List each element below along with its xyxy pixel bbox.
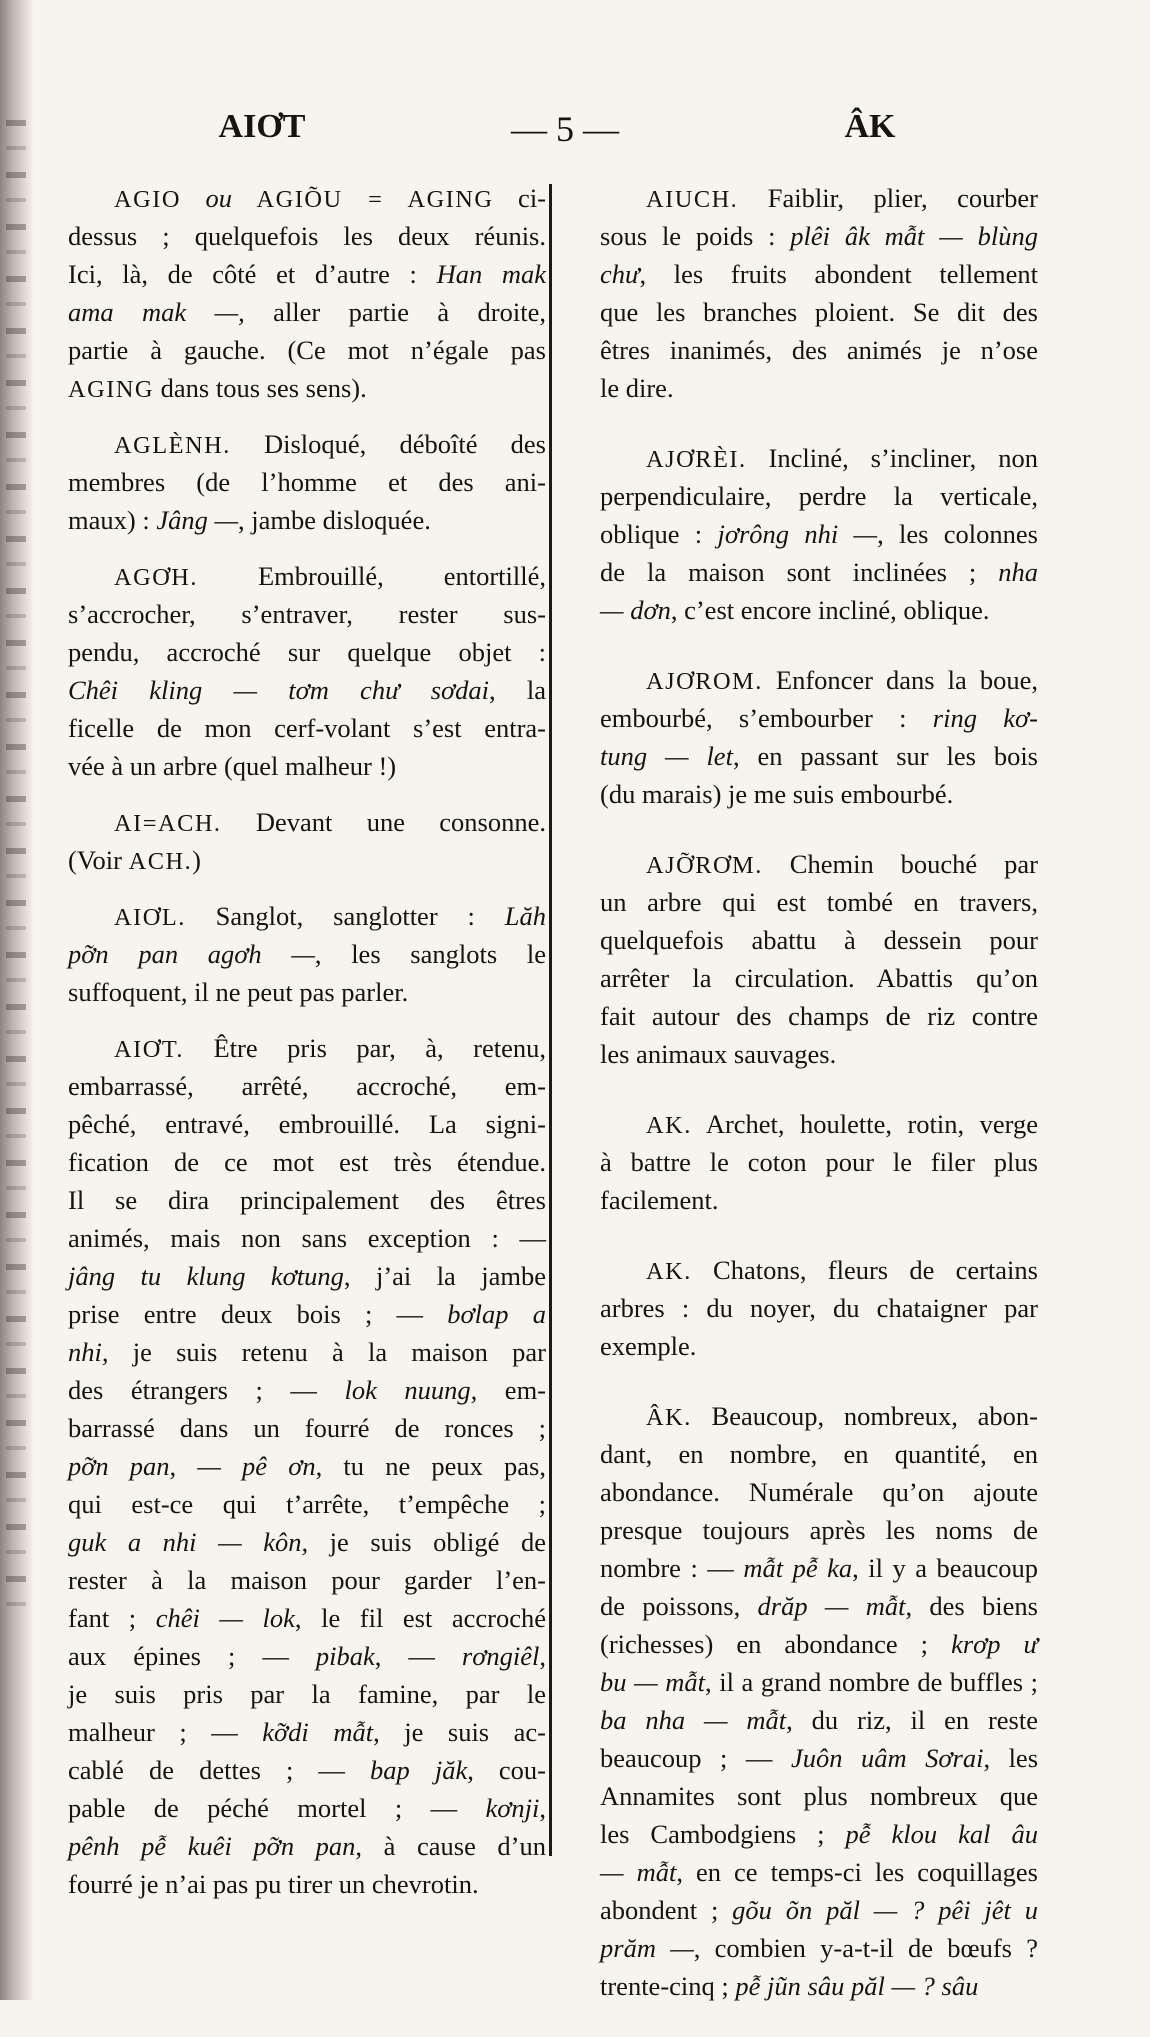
text-line [600, 1587, 1038, 1625]
text-line [600, 737, 1038, 775]
definition-text: trente-cinq ; [600, 1971, 736, 2001]
definition-text: je suis obligé de [308, 1527, 546, 1557]
text-line [600, 591, 1038, 629]
text-line [68, 1751, 546, 1789]
dictionary-entry [68, 557, 546, 785]
text-line [68, 255, 546, 293]
definition-text: dant, en nombre, en quantité, en [600, 1439, 1038, 1469]
bahnar-example: prăm — [600, 1933, 694, 1963]
definition-text: abondance. Numérale qu’on ajoute [600, 1477, 1038, 1507]
text-line [600, 1891, 1038, 1929]
definition-text: Devant une consonne. [221, 807, 546, 837]
definition-text: dans tous ses sens). [154, 373, 367, 403]
bahnar-example: mẫt pễ ka [743, 1553, 853, 1583]
definition-text: fication de ce mot est très étendue. [68, 1147, 546, 1177]
definition-text: , la [489, 675, 546, 705]
dictionary-entry [68, 179, 546, 407]
definition-text: facilement. [600, 1185, 719, 1215]
bahnar-example: pễ jũn sâu păl — ? sâu [735, 1971, 979, 2001]
text-line [68, 1523, 546, 1561]
bahnar-example: drăp — mẫt [757, 1591, 906, 1621]
text-line [600, 1967, 1038, 2005]
definition-text: , à cause d’un [355, 1831, 547, 1861]
definition-text: Il se dira principalement des êtres [68, 1185, 546, 1215]
text-line [68, 709, 546, 747]
definition-text: , combien y-a-t-il de bœufs ? [693, 1933, 1038, 1963]
text-line [600, 331, 1038, 369]
text-line [68, 369, 546, 407]
definition-text: perpendiculaire, perdre la verticale, [600, 481, 1038, 511]
text-line [600, 1181, 1038, 1219]
bahnar-example: jâng tu klung kơtung [68, 1261, 344, 1291]
text-line [68, 935, 546, 973]
text-line [68, 1029, 546, 1067]
definition-text: maux) : [68, 505, 157, 535]
bahnar-example: krơp ư [951, 1629, 1039, 1659]
text-line [600, 1473, 1038, 1511]
text-line [68, 633, 546, 671]
bahnar-example: jơrông nhi — [717, 519, 878, 549]
text-line [68, 1371, 546, 1409]
definition-text: aller partie à droite, [244, 297, 546, 327]
text-line [68, 897, 546, 935]
definition-text: (richesses) en abondance ; [600, 1629, 952, 1659]
text-line [68, 1713, 546, 1751]
text-line [68, 1827, 546, 1865]
page-number: — 5 — [511, 109, 619, 149]
definition-text: , les fruits abondent tellement [639, 259, 1038, 289]
bahnar-example: nha [998, 557, 1038, 587]
text-line [600, 477, 1038, 515]
bahnar-example: bơlap a [447, 1299, 546, 1329]
text-line [68, 501, 546, 539]
text-line [68, 803, 546, 841]
text-line [68, 1333, 546, 1371]
bahnar-example: bap jăk [370, 1755, 468, 1785]
text-line [68, 1067, 546, 1105]
definition-text: , le fil est accroché [294, 1603, 547, 1633]
dictionary-entry [68, 1029, 546, 1903]
text-line [600, 1397, 1038, 1435]
headword: AGING [68, 376, 155, 403]
text-line [600, 921, 1038, 959]
bahnar-example: pibak [315, 1641, 375, 1671]
text-line [600, 1739, 1038, 1777]
definition-text: pêché, entravé, embrouillé. La signi- [68, 1109, 546, 1139]
definition-text: nombre : — [600, 1553, 744, 1583]
bahnar-example: — dơn [600, 595, 671, 625]
facing-page-bleed [0, 0, 34, 2000]
text-line [600, 1289, 1038, 1327]
definition-text: , en passant sur les bois [732, 741, 1038, 771]
bahnar-example: ring kơ- [932, 703, 1039, 733]
bahnar-example: Chêi kling — tơm chư sơdai [68, 675, 490, 705]
bahnar-example: chêi — lok [155, 1603, 295, 1633]
text-line [600, 1701, 1038, 1739]
definition-text: , — [374, 1641, 462, 1671]
text-line [600, 1625, 1038, 1663]
dictionary-entry [68, 425, 546, 539]
text-line [68, 1485, 546, 1523]
text-line [68, 973, 546, 1011]
text-line [68, 1447, 546, 1485]
headword: ÂK. [646, 1404, 692, 1431]
definition-text: beaucoup ; — [600, 1743, 791, 1773]
definition-text: fait autour des champs de riz contre [600, 1001, 1038, 1031]
text-line [68, 217, 546, 255]
headword: AK. [646, 1258, 692, 1285]
definition-text: ficelle de mon cerf-volant s’est entra- [68, 713, 546, 743]
bahnar-example: pễ klou kal âu [845, 1819, 1038, 1849]
definition-text: Chemin bouché par [762, 849, 1038, 879]
dictionary-entry [68, 897, 546, 1011]
definition-text: les animaux sauvages. [600, 1039, 837, 1069]
text-line [68, 1219, 546, 1257]
text-line [600, 1435, 1038, 1473]
text-line [68, 1637, 546, 1675]
text-line [68, 1409, 546, 1447]
definition-text: Incliné, s’incliner, non [746, 443, 1038, 473]
bahnar-example: ba nha — mẫt [600, 1705, 787, 1735]
headword: AJƠROM. [646, 668, 763, 695]
headword: AGIÕU = AGING [256, 186, 494, 213]
definition-text: , il y a beaucoup [852, 1553, 1038, 1583]
definition-text: , [539, 1641, 546, 1671]
definition-text: , les sanglots le [314, 939, 546, 969]
text-line [68, 557, 546, 595]
definition-text: qui est-ce qui t’arrête, t’empêche ; [68, 1489, 546, 1519]
text-line [68, 1675, 546, 1713]
definition-text: suffoquent, il ne peut pas parler. [68, 977, 409, 1007]
definition-text: Disloqué, déboîté des [230, 429, 546, 459]
definition-text: je suis pris par la famine, par le [68, 1679, 546, 1709]
bahnar-example: kỡdi mẫt [262, 1717, 374, 1747]
definition-text: , les [983, 1743, 1039, 1773]
text-line [600, 1143, 1038, 1181]
text-line [600, 293, 1038, 331]
text-line [68, 1295, 546, 1333]
definition-text: de la maison sont inclinées ; [600, 557, 999, 587]
text-line [600, 1663, 1038, 1701]
text-line [68, 463, 546, 501]
definition-text: Faiblir, plier, courber [738, 183, 1038, 213]
dictionary-entry [600, 439, 1038, 629]
header-first-word: AIƠT [218, 108, 306, 145]
definition-text: , du riz, il en reste [786, 1705, 1038, 1735]
definition-text: (Voir [68, 845, 129, 875]
headword: AGLÈNH. [114, 432, 231, 459]
headword: AI=ACH. [114, 810, 222, 837]
bahnar-example: lok nuung, [344, 1375, 478, 1405]
definition-text: animés, mais non sans exception : — [68, 1223, 546, 1253]
definition-text: Être pris par, à, retenu, [184, 1033, 546, 1063]
text-line [68, 841, 546, 879]
text-line [600, 369, 1038, 407]
definition-text: êtres inanimés, des animés je n’ose [600, 335, 1038, 365]
text-line [68, 1143, 546, 1181]
text-line [600, 553, 1038, 591]
definition-text: s’accrocher, s’entraver, rester sus- [68, 599, 546, 629]
bahnar-example: rơngiêl [461, 1641, 540, 1671]
headword: ACH. [128, 848, 193, 875]
definition-text: arrêter la circulation. Abattis qu’on [600, 963, 1038, 993]
definition-text: Ici, là, de côté et d’autre : [68, 259, 437, 289]
headword: AGIO [114, 186, 181, 213]
definition-text: embarrassé, arrêté, accroché, em- [68, 1071, 546, 1101]
text-line [68, 1181, 546, 1219]
text-line [68, 747, 546, 785]
text-line [68, 1105, 546, 1143]
definition-text: ) [192, 845, 201, 875]
definition-text: oblique : [600, 519, 718, 549]
definition-text: pendu, accroché sur quelque objet : [68, 637, 546, 667]
dictionary-entry [600, 661, 1038, 813]
bahnar-example: kơnji [485, 1793, 540, 1823]
text-line [68, 1599, 546, 1637]
text-line [68, 179, 546, 217]
bahnar-example: pênh pễ kuêi pỡn pan [68, 1831, 356, 1861]
headword: AK. [646, 1112, 692, 1139]
headword: AIƠT. [114, 1036, 184, 1063]
definition-text: , des biens [905, 1591, 1038, 1621]
text-line [600, 515, 1038, 553]
dictionary-entry [68, 803, 546, 879]
definition-text: , je suis ac- [373, 1717, 546, 1747]
text-line [600, 179, 1038, 217]
bleed-through-marks [6, 120, 26, 1620]
bahnar-example: pỡn pan agơh — [68, 939, 315, 969]
definition-text: un arbre qui est tombé en travers, [600, 887, 1038, 917]
definition-text: , il a grand nombre de buffles ; [705, 1667, 1038, 1697]
definition-text: vée à un arbre (quel malheur !) [68, 751, 397, 781]
definition-text: embourbé, s’embourber : [600, 703, 933, 733]
left-column [68, 179, 546, 1921]
text-line [600, 1549, 1038, 1587]
definition-text: membres (de l’homme et des ani- [68, 467, 546, 497]
text-line [68, 595, 546, 633]
text-line [600, 661, 1038, 699]
definition-text: , c’est encore incliné, oblique. [670, 595, 990, 625]
definition-text: Archet, houlette, rotin, verge [691, 1109, 1038, 1139]
definition-text: dessus ; quelquefois les deux réunis. [68, 221, 546, 251]
bahnar-example: tung — let [600, 741, 733, 771]
definition-text: le dire. [600, 373, 674, 403]
text-line [600, 1105, 1038, 1143]
text-line [600, 1251, 1038, 1289]
definition-text: (du marais) je me suis embourbé. [600, 779, 954, 809]
bahnar-example: ou [205, 183, 232, 213]
definition-text: les Cambodgiens ; [600, 1819, 846, 1849]
text-line [600, 439, 1038, 477]
definition-text: aux épines ; — [68, 1641, 316, 1671]
definition-text: , j’ai la jambe [343, 1261, 546, 1291]
definition-text: Embrouillé, entortillé, [198, 561, 546, 591]
text-line [600, 845, 1038, 883]
definition-text: partie à gauche. (Ce mot n’égale pas [68, 335, 546, 365]
definition-text: , [539, 1793, 546, 1823]
bahnar-example: chư [600, 259, 640, 289]
bahnar-example: Jâng — [156, 505, 239, 535]
bahnar-example: Han mak [436, 259, 546, 289]
definition-text: barrassé dans un fourré de ronces ; [68, 1413, 546, 1443]
definition-text: abondent ; [600, 1895, 733, 1925]
text-line [68, 331, 546, 369]
headword: AGƠH. [114, 564, 199, 591]
definition-text: sous le poids : [600, 221, 791, 251]
text-line [600, 1929, 1038, 1967]
text-line [600, 1815, 1038, 1853]
text-line [600, 1035, 1038, 1073]
definition-text: Annamites sont plus nombreux que [600, 1781, 1038, 1811]
text-line [68, 1789, 546, 1827]
definition-text: de poissons, [600, 1591, 758, 1621]
text-line [600, 959, 1038, 997]
definition-text: em- [477, 1375, 547, 1405]
definition-text: prise entre deux bois ; — [68, 1299, 448, 1329]
text-line [600, 1853, 1038, 1891]
bahnar-example: bu — mẫt [600, 1667, 705, 1697]
text-line [600, 699, 1038, 737]
column-divider [549, 184, 552, 1856]
definition-text: cablé de dettes ; — [68, 1755, 370, 1785]
definition-text: à battre le coton pour le filer plus [600, 1147, 1038, 1177]
bahnar-example: nhi, [68, 1337, 109, 1367]
dictionary-entry [600, 845, 1038, 1073]
definition-text [232, 183, 257, 213]
text-line [600, 883, 1038, 921]
text-line [600, 1511, 1038, 1549]
header-last-word: ÂK [844, 108, 896, 145]
bahnar-example: — mẫt [600, 1857, 677, 1887]
text-line [68, 293, 546, 331]
text-line [68, 1561, 546, 1599]
definition-text: malheur ; — [68, 1717, 263, 1747]
definition-text: , les colonnes [877, 519, 1038, 549]
bahnar-example: Juôn uâm Sơrai [790, 1743, 984, 1773]
definition-text: rester à la maison pour garder l’en- [68, 1565, 546, 1595]
text-line [68, 671, 546, 709]
headword: AJƠRÈI. [646, 446, 747, 473]
dictionary-entry [600, 1397, 1038, 2005]
definition-text: arbres : du noyer, du chataigner par [600, 1293, 1038, 1323]
headword: AIUCH. [646, 186, 739, 213]
text-line [68, 1257, 546, 1295]
definition-text: exemple. [600, 1331, 697, 1361]
definition-text: fourré je n’ai pas pu tirer un chevrotin. [68, 1869, 479, 1899]
text-line [600, 1777, 1038, 1815]
definition-text: , en ce temps-ci les coquillages [676, 1857, 1038, 1887]
definition-text: ci- [493, 183, 547, 213]
dictionary-entry [600, 179, 1038, 407]
bahnar-example: plêi âk mẫt — blùng [790, 221, 1038, 251]
bahnar-example: Lăh [504, 901, 546, 931]
bahnar-example: guk a nhi — kôn, [68, 1527, 309, 1557]
running-header [0, 108, 1150, 154]
definition-text: , tu ne peux pas, [315, 1451, 546, 1481]
text-line [600, 775, 1038, 813]
text-line [68, 1865, 546, 1903]
definition-text: des étrangers ; — [68, 1375, 345, 1405]
definition-text: Sanglot, sanglotter : [185, 901, 505, 931]
text-line [68, 425, 546, 463]
definition-text [181, 183, 206, 213]
bahnar-example: ama mak —, [68, 297, 245, 327]
text-line [600, 255, 1038, 293]
definition-text: presque toujours après les noms de [600, 1515, 1038, 1545]
right-column [600, 179, 1038, 2037]
definition-text: Beaucoup, nombreux, abon- [691, 1401, 1038, 1431]
text-line [600, 217, 1038, 255]
definition-text: , cou- [467, 1755, 547, 1785]
dictionary-entry [600, 1105, 1038, 1219]
definition-text: quelquefois abattu à dessein pour [600, 925, 1038, 955]
text-line [600, 997, 1038, 1035]
bahnar-example: gõu õn păl — ? pêi jêt u [732, 1895, 1038, 1925]
definition-text: que les branches ploient. Se dit des [600, 297, 1038, 327]
bahnar-example: pỡn pan, — pê ơn [68, 1451, 316, 1481]
definition-text: pable de péché mortel ; — [68, 1793, 486, 1823]
headword: AJỠRƠM. [646, 852, 763, 879]
definition-text: Enfoncer dans la boue, [762, 665, 1038, 695]
text-line [600, 1327, 1038, 1365]
definition-text: , jambe disloquée. [238, 505, 431, 535]
definition-text: Chatons, fleurs de certains [691, 1255, 1038, 1285]
definition-text: je suis retenu à la maison par [108, 1337, 546, 1367]
dictionary-entry [600, 1251, 1038, 1365]
definition-text: fant ; [68, 1603, 156, 1633]
headword: AIƠL. [114, 904, 186, 931]
